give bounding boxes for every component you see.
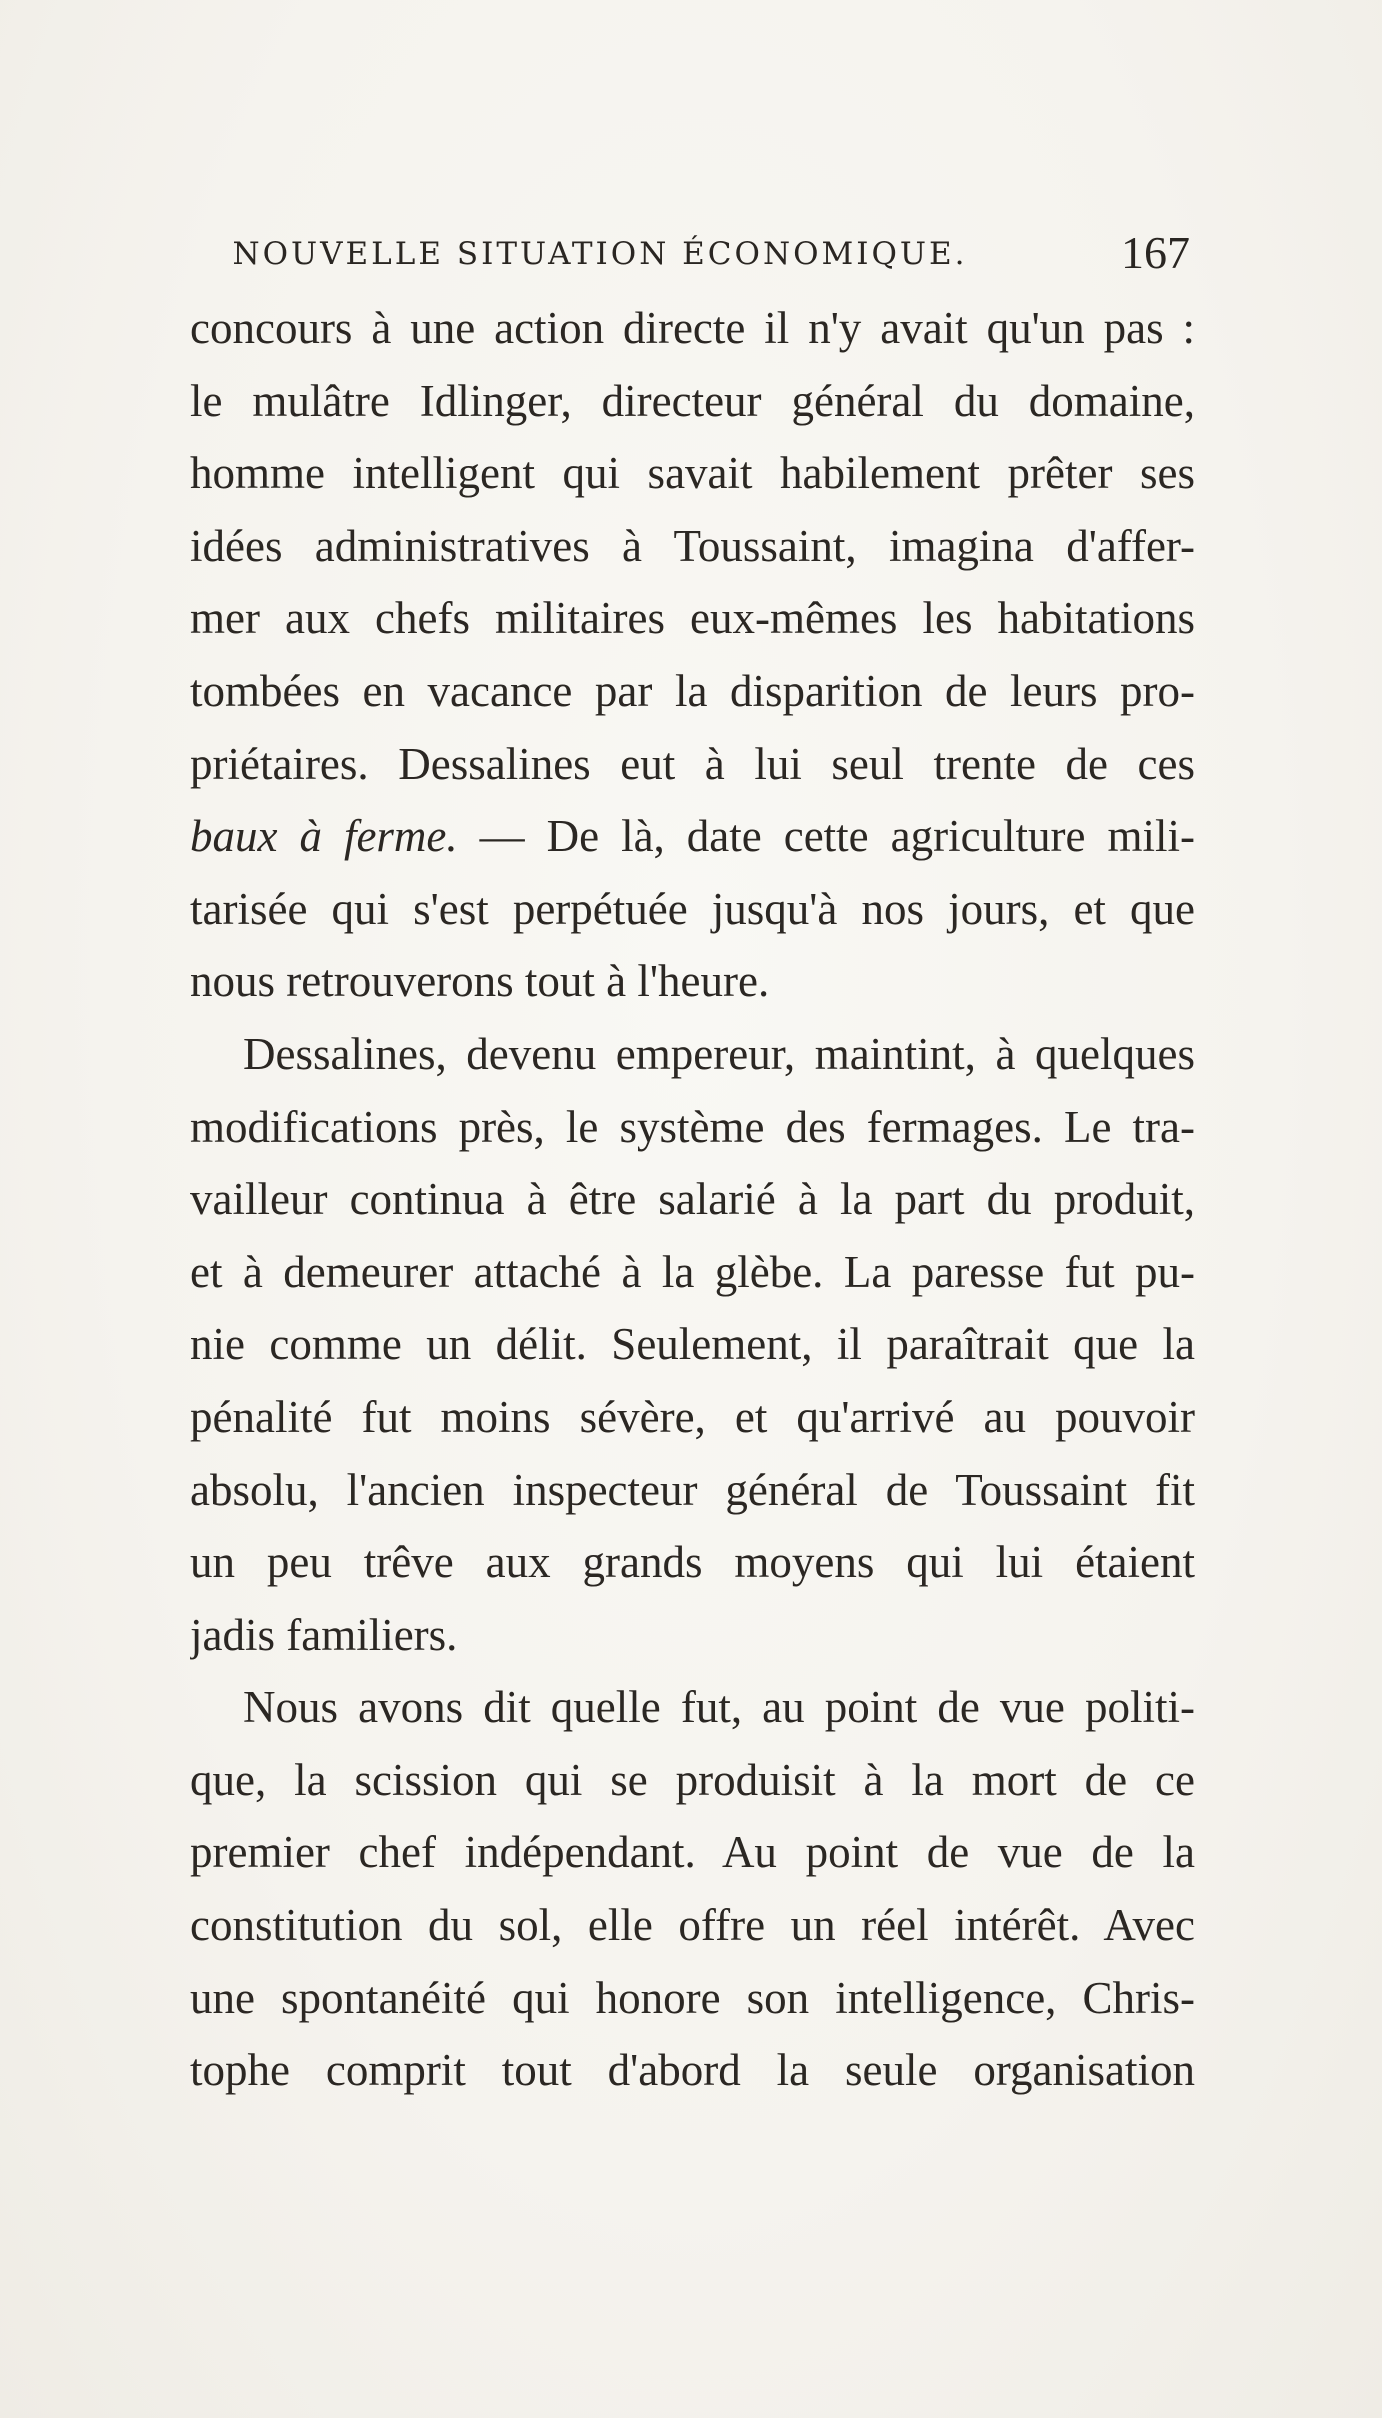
text-line: idées administratives à Toussaint, imagina d'affer- — [190, 520, 1195, 571]
page-number: 167 — [1121, 227, 1190, 278]
text-line: nie comme un délit. Seulement, il paraîtrait que la — [190, 1319, 1195, 1370]
text-line-rest: — De là, date cette agriculture mili- — [457, 811, 1195, 862]
text-line: tombées en vacance par la disparition de leurs pro- — [190, 665, 1195, 716]
text-line: tarisée qui s'est perpétuée jusqu'à nos jours, et que — [190, 883, 1195, 934]
text-line: absolu, l'ancien inspecteur général de Toussaint fit — [190, 1464, 1195, 1515]
text-line: que, la scission qui se produisit à la mort de ce — [190, 1754, 1195, 1805]
text-line: modifications près, le système des fermages. Le tra- — [190, 1101, 1195, 1152]
body-text — [190, 292, 1195, 2107]
text-line: Nous avons dit quelle fut, au point de vue politi- — [243, 1682, 1195, 1733]
text-line: concours à une action directe il n'y avait qu'un pas : — [190, 303, 1195, 353]
paragraph-1 — [190, 292, 1195, 1018]
text-line: Dessalines, devenu empereur, maintint, à quelques — [243, 1028, 1195, 1079]
running-title: NOUVELLE SITUATION ÉCONOMIQUE. — [232, 236, 968, 272]
text-line: jadis familiers. — [190, 1609, 458, 1660]
paragraph-2 — [190, 1018, 1195, 1671]
text-line: premier chef indépendant. Au point de vue de la — [190, 1827, 1195, 1878]
text-line: homme intelligent qui savait habilement prêter ses — [190, 448, 1195, 499]
text-line: pénalité fut moins sévère, et qu'arrivé au pouvoir — [190, 1391, 1195, 1442]
italic-phrase: baux à ferme. — [190, 811, 458, 862]
page-header — [190, 226, 1190, 286]
text-line: tophe comprit tout d'abord la seule organisation — [190, 2045, 1195, 2096]
text-line: priétaires. Dessalines eut à lui seul trente de ces — [190, 738, 1195, 789]
text-line: le mulâtre Idlinger, directeur général du domaine, — [190, 375, 1195, 426]
text-line: un peu trêve aux grands moyens qui lui étaient — [190, 1537, 1195, 1588]
text-line: vailleur continua à être salarié à la part du produit, — [190, 1174, 1195, 1225]
text-line: et à demeurer attaché à la glèbe. La paresse fut pu- — [190, 1246, 1195, 1297]
text-line-with-italic — [190, 800, 1195, 873]
text-line: une spontanéité qui honore son intelligence, Chris- — [190, 1972, 1195, 2023]
paragraph-3 — [190, 1671, 1195, 2107]
text-line: constitution du sol, elle offre un réel intérêt. Avec — [190, 1900, 1195, 1951]
text-line: mer aux chefs militaires eux-mêmes les habitations — [190, 593, 1195, 644]
text-line: nous retrouverons tout à l'heure. — [190, 956, 770, 1007]
